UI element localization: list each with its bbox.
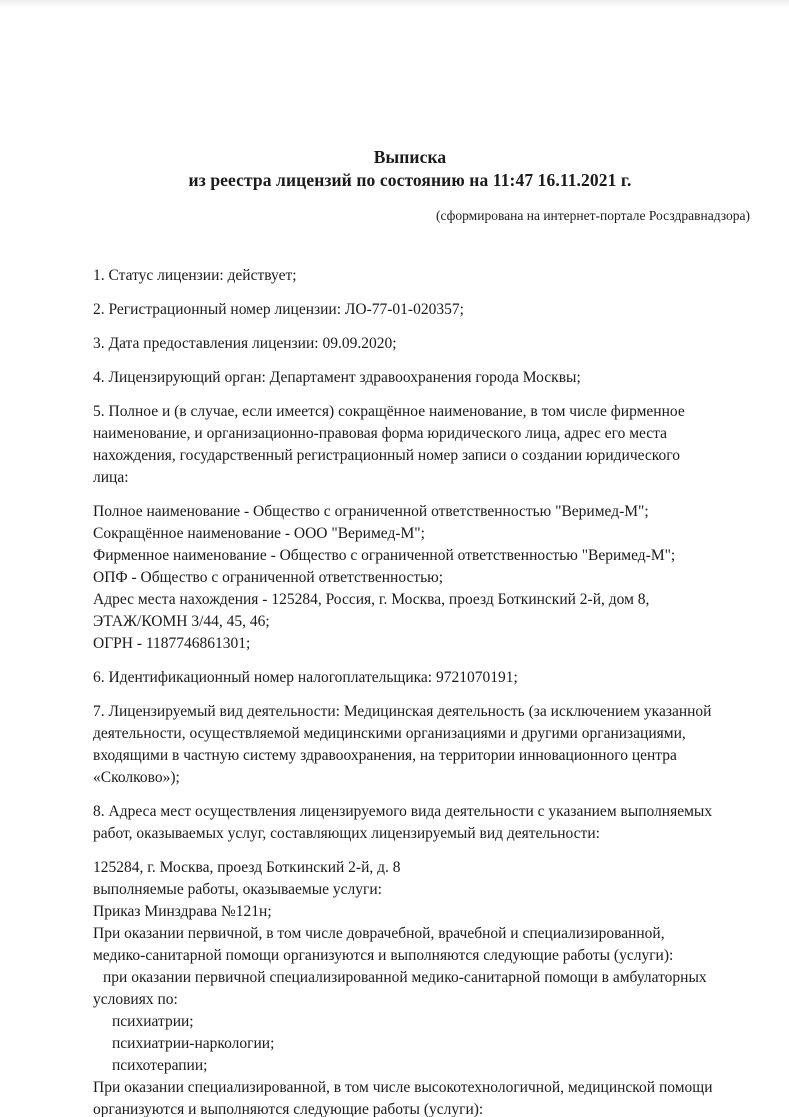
specialty-item-psychiatry-narcology: психиатрии-наркологии; bbox=[112, 1035, 275, 1052]
activity-address-block bbox=[93, 857, 713, 1117]
ministry-order-line: Приказ Минздрава №121н; bbox=[93, 903, 272, 920]
taxpayer-inn-line: 6. Идентификационный номер налогоплательщика: 9721070191; bbox=[93, 669, 518, 686]
licensing-authority-line: 4. Лицензирующий орган: Департамент здравоохранения города Москвы; bbox=[93, 369, 581, 386]
org-legal-form-line: ОПФ - Общество с ограниченной ответственностью; bbox=[93, 569, 444, 586]
license-status-line: 1. Статус лицензии: действует; bbox=[93, 267, 297, 284]
works-services-intro-line: выполняемые работы, оказываемые услуги: bbox=[93, 881, 382, 898]
page-top-shadow bbox=[0, 0, 789, 8]
specialized-care-line: При оказании специализированной, в том числе высокотехнологичной, медицинской помощи bbox=[93, 1079, 713, 1096]
licensed-activity-line: входящими в частную систему здравоохранения, на территории инновационного центра bbox=[93, 747, 677, 764]
org-naming-intro-paragraph bbox=[93, 401, 713, 489]
org-naming-intro-line: наименование, и организационно-правовая форма юридического лица, адрес его места bbox=[93, 425, 668, 442]
document-subtitle: (сформирована на интернет-портале Росздравнадзора) bbox=[435, 208, 750, 223]
outpatient-care-line: условиях по: bbox=[93, 991, 178, 1008]
org-naming-intro-line: 5. Полное и (в случае, если имеется) сокращённое наименование, в том числе фирменное bbox=[93, 403, 685, 420]
activity-address-line: 125284, г. Москва, проезд Боткинский 2-й, д. 8 bbox=[93, 859, 401, 876]
activity-addresses-intro-line: 8. Адреса мест осуществления лицензируемого вида деятельности с указанием выполняемых bbox=[93, 803, 713, 820]
org-ogrn-line: ОГРН - 1187746861301; bbox=[93, 635, 251, 652]
document-body bbox=[93, 265, 713, 1117]
org-details-block bbox=[93, 501, 713, 655]
specialized-care-line: организуются и выполняются следующие работы (услуги): bbox=[93, 1101, 484, 1117]
primary-care-line: При оказании первичной, в том числе доврачебной, врачебной и специализированной, bbox=[93, 925, 665, 942]
specialty-item-psychiatry: психиатрии; bbox=[112, 1013, 194, 1030]
activity-addresses-intro-line: работ, оказываемых услуг, составляющих лицензируемый вид деятельности: bbox=[93, 825, 600, 842]
document-title-line-2: из реестра лицензий по состоянию на 11:47 16.11.2021 г. bbox=[188, 170, 632, 190]
document-title-line-1: Выписка bbox=[373, 147, 447, 167]
licensed-activity-line: «Сколково»); bbox=[93, 769, 180, 786]
licensed-activity-line: деятельности, осуществляемой медицинскими организациями и другими организациями, bbox=[93, 725, 686, 742]
outpatient-care-line: при оказании первичной специализированной медико-санитарной помощи в амбулаторных bbox=[103, 969, 707, 986]
activity-addresses-intro-paragraph bbox=[93, 801, 713, 845]
org-short-name-line: Сокращённое наименование - ООО "Веримед-М"; bbox=[93, 525, 425, 542]
org-address-continued-line: ЭТАЖ/КОМН 3/44, 45, 46; bbox=[93, 613, 270, 630]
licensed-activity-paragraph bbox=[93, 701, 713, 789]
licensed-activity-line: 7. Лицензируемый вид деятельности: Медицинская деятельность (за исключением указанной bbox=[93, 703, 712, 720]
org-full-name-line: Полное наименование - Общество с ограниченной ответственностью "Веримед-М"; bbox=[93, 503, 649, 520]
primary-care-line: медико-санитарной помощи организуются и выполняются следующие работы (услуги): bbox=[93, 947, 674, 964]
document-title bbox=[70, 146, 750, 192]
license-grant-date-line: 3. Дата предоставления лицензии: 09.09.2020; bbox=[93, 335, 397, 352]
org-naming-intro-line: нахождения, государственный регистрационный номер записи о создании юридического лица: bbox=[93, 447, 681, 486]
specialty-item-psychotherapy: психотерапии; bbox=[112, 1057, 208, 1074]
org-brand-name-line: Фирменное наименование - Общество с ограниченной ответственностью "Веримед-М"; bbox=[93, 547, 676, 564]
license-reg-number-line: 2. Регистрационный номер лицензии: ЛО-77-01-020357; bbox=[93, 301, 464, 318]
org-address-line: Адрес места нахождения - 125284, Россия, г. Москва, проезд Боткинский 2-й, дом 8, bbox=[93, 591, 650, 608]
